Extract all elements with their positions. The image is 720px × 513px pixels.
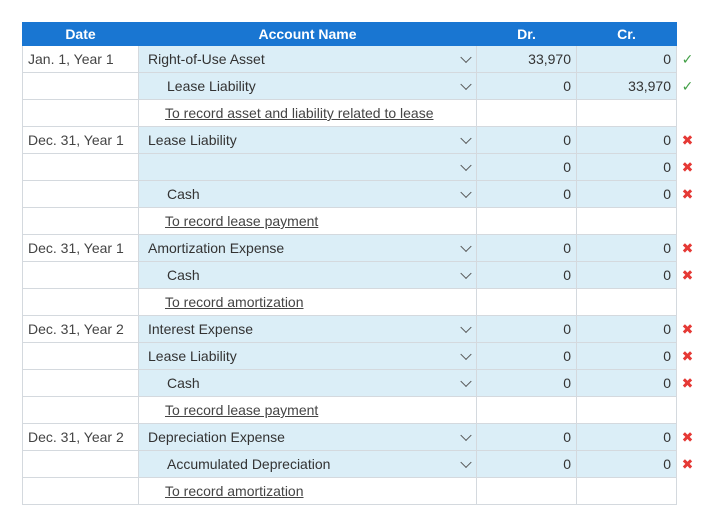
journal-entry-table — [22, 22, 699, 505]
journal-entry-row — [23, 343, 699, 370]
date-cell — [23, 343, 139, 370]
account-name: Lease Liability — [167, 78, 256, 94]
date-header: Date — [23, 23, 139, 46]
mark-cell-empty — [677, 208, 699, 235]
account-name: Amortization Expense — [148, 240, 285, 256]
debit-input[interactable]: 0 — [477, 154, 577, 181]
memo-row — [23, 100, 699, 127]
account-select[interactable] — [139, 46, 477, 73]
account-name: Right-of-Use Asset — [148, 51, 265, 67]
memo-row — [23, 208, 699, 235]
journal-entry-row — [23, 46, 699, 73]
date-cell: Dec. 31, Year 2 — [23, 424, 139, 451]
account-select[interactable] — [139, 316, 477, 343]
account-select[interactable] — [139, 370, 477, 397]
account-name: Depreciation Expense — [148, 429, 285, 445]
cross-icon: ✖ — [677, 370, 699, 397]
memo-cell — [139, 289, 477, 316]
account-name-header: Account Name — [139, 23, 477, 46]
check-icon: ✓ — [677, 46, 699, 73]
check-icon: ✓ — [677, 73, 699, 100]
credit-input[interactable]: 0 — [577, 235, 677, 262]
credit-input[interactable]: 0 — [577, 316, 677, 343]
credit-input[interactable]: 0 — [577, 127, 677, 154]
account-name: Interest Expense — [148, 321, 254, 337]
debit-input[interactable]: 0 — [477, 370, 577, 397]
cross-icon: ✖ — [677, 343, 699, 370]
date-cell: Dec. 31, Year 1 — [23, 127, 139, 154]
mark-cell-empty — [677, 478, 699, 505]
date-cell — [23, 370, 139, 397]
cross-icon: ✖ — [677, 127, 699, 154]
journal-entry-row — [23, 262, 699, 289]
journal-entry-row — [23, 127, 699, 154]
debit-input[interactable]: 0 — [477, 181, 577, 208]
chevron-down-icon[interactable] — [460, 79, 471, 90]
account-name: Cash — [167, 267, 200, 283]
credit-input[interactable]: 33,970 — [577, 73, 677, 100]
date-cell — [23, 154, 139, 181]
account-select[interactable] — [139, 424, 477, 451]
date-cell — [23, 208, 139, 235]
credit-input[interactable]: 0 — [577, 451, 677, 478]
debit-input[interactable]: 0 — [477, 262, 577, 289]
credit-cell-empty — [577, 208, 677, 235]
memo-text: To record lease payment — [165, 402, 319, 418]
journal-entry-row — [23, 424, 699, 451]
account-select[interactable] — [139, 262, 477, 289]
cross-icon: ✖ — [677, 424, 699, 451]
chevron-down-icon[interactable] — [460, 241, 471, 252]
mark-cell-empty — [677, 289, 699, 316]
memo-text: To record lease payment — [165, 213, 319, 229]
memo-row — [23, 289, 699, 316]
debit-input[interactable]: 0 — [477, 316, 577, 343]
credit-cell-empty — [577, 397, 677, 424]
debit-input[interactable]: 0 — [477, 73, 577, 100]
credit-input[interactable]: 0 — [577, 262, 677, 289]
date-cell — [23, 181, 139, 208]
debit-cell-empty — [477, 478, 577, 505]
account-name: Lease Liability — [148, 348, 237, 364]
account-select[interactable] — [139, 235, 477, 262]
memo-row — [23, 397, 699, 424]
chevron-down-icon[interactable] — [460, 160, 471, 171]
debit-cell-empty — [477, 100, 577, 127]
account-name: Cash — [167, 186, 200, 202]
account-name: Cash — [167, 375, 200, 391]
memo-cell — [139, 397, 477, 424]
account-name: Accumulated Depreciation — [167, 456, 331, 472]
chevron-down-icon[interactable] — [460, 187, 471, 198]
date-cell — [23, 478, 139, 505]
cross-icon: ✖ — [677, 262, 699, 289]
account-select[interactable] — [139, 154, 477, 181]
credit-input[interactable]: 0 — [577, 154, 677, 181]
journal-entry-row — [23, 235, 699, 262]
credit-input[interactable]: 0 — [577, 343, 677, 370]
account-select[interactable] — [139, 343, 477, 370]
credit-input[interactable]: 0 — [577, 424, 677, 451]
account-select[interactable] — [139, 181, 477, 208]
date-cell — [23, 289, 139, 316]
memo-cell — [139, 478, 477, 505]
debit-input[interactable]: 0 — [477, 235, 577, 262]
chevron-down-icon[interactable] — [460, 133, 471, 144]
journal-body — [23, 46, 699, 505]
credit-cell-empty — [577, 478, 677, 505]
cross-icon: ✖ — [677, 451, 699, 478]
memo-text: To record asset and liability related to lease — [165, 105, 434, 121]
cross-icon: ✖ — [677, 235, 699, 262]
journal-entry-row — [23, 154, 699, 181]
cross-icon: ✖ — [677, 316, 699, 343]
memo-cell — [139, 208, 477, 235]
journal-entry-row — [23, 181, 699, 208]
memo-text: To record amortization — [165, 483, 304, 499]
credit-input[interactable]: 0 — [577, 370, 677, 397]
chevron-down-icon[interactable] — [460, 52, 471, 63]
debit-input[interactable]: 33,970 — [477, 46, 577, 73]
memo-text: To record amortization — [165, 294, 304, 310]
debit-input[interactable]: 0 — [477, 424, 577, 451]
credit-cell-empty — [577, 100, 677, 127]
credit-input[interactable]: 0 — [577, 181, 677, 208]
date-cell — [23, 262, 139, 289]
chevron-down-icon[interactable] — [460, 430, 471, 441]
header-row — [23, 23, 699, 46]
date-cell: Dec. 31, Year 1 — [23, 235, 139, 262]
memo-row — [23, 478, 699, 505]
chevron-down-icon[interactable] — [460, 376, 471, 387]
debit-input[interactable]: 0 — [477, 451, 577, 478]
date-cell — [23, 100, 139, 127]
date-cell — [23, 397, 139, 424]
chevron-down-icon[interactable] — [460, 322, 471, 333]
chevron-down-icon[interactable] — [460, 349, 471, 360]
account-select[interactable] — [139, 451, 477, 478]
mark-cell-empty — [677, 397, 699, 424]
mark-header-spacer — [677, 23, 699, 46]
credit-header: Cr. — [577, 23, 677, 46]
cross-icon: ✖ — [677, 154, 699, 181]
date-cell — [23, 73, 139, 100]
account-select[interactable] — [139, 73, 477, 100]
credit-cell-empty — [577, 289, 677, 316]
chevron-down-icon[interactable] — [460, 268, 471, 279]
account-name: Lease Liability — [148, 132, 237, 148]
debit-cell-empty — [477, 397, 577, 424]
journal-entry-row — [23, 370, 699, 397]
debit-input[interactable]: 0 — [477, 127, 577, 154]
date-cell: Jan. 1, Year 1 — [23, 46, 139, 73]
debit-input[interactable]: 0 — [477, 343, 577, 370]
memo-cell — [139, 100, 477, 127]
debit-cell-empty — [477, 208, 577, 235]
cross-icon: ✖ — [677, 181, 699, 208]
date-cell: Dec. 31, Year 2 — [23, 316, 139, 343]
journal-entry-row — [23, 316, 699, 343]
debit-cell-empty — [477, 289, 577, 316]
date-cell — [23, 451, 139, 478]
mark-cell-empty — [677, 100, 699, 127]
journal-entry-row — [23, 73, 699, 100]
chevron-down-icon[interactable] — [460, 457, 471, 468]
credit-input[interactable]: 0 — [577, 46, 677, 73]
account-select[interactable] — [139, 127, 477, 154]
journal-entry-row — [23, 451, 699, 478]
debit-header: Dr. — [477, 23, 577, 46]
